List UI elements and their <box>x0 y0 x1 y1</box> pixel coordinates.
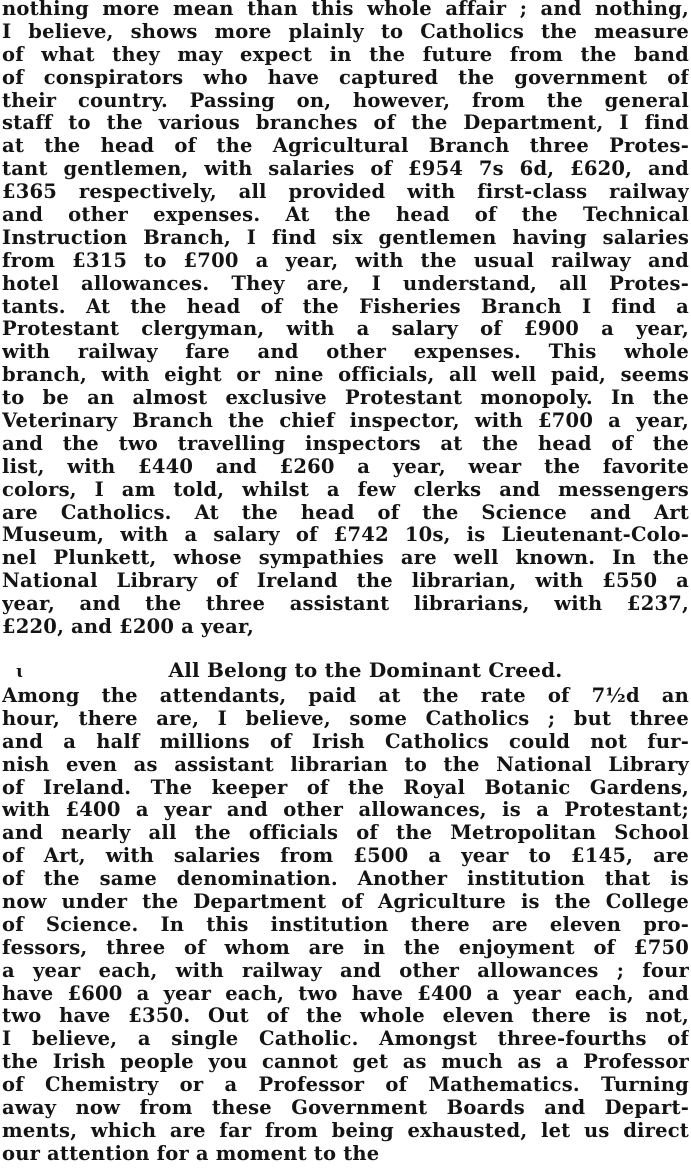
text-line: Protestant clergyman, with a salary of £900 a year, <box>2 318 689 341</box>
text-line: fessors, three of whom are in the enjoyment of £750 <box>2 936 689 959</box>
text-line: and other expenses. At the head of the Technical <box>2 204 689 227</box>
text-line: National Library of Ireland the librarian, with £550 a <box>2 570 689 593</box>
text-line: of conspirators who have captured the government of <box>2 66 689 89</box>
paragraph-2-block <box>2 658 689 1166</box>
text-line: of Ireland. The keeper of the Royal Botanic Gardens, <box>2 776 689 799</box>
text-line: Veterinary Branch the chief inspector, with £700 a year, <box>2 410 689 433</box>
text-line: Among the attendants, paid at the rate of 7½d an <box>2 685 689 707</box>
text-line: of what they may expect in the future from the band <box>2 43 689 66</box>
text-line: the Irish people you cannot get as much as a Professor <box>2 1051 689 1074</box>
subheading-block <box>2 655 689 685</box>
text-line: Museum, with a salary of £742 10s, is Lieutenant-Colo- <box>2 524 689 547</box>
text-line: of Science. In this institution there are eleven pro- <box>2 913 689 936</box>
text-line: tants. At the head of the Fisheries Branch I find a <box>2 295 689 318</box>
text-line: from £315 to £700 a year, with the usual railway and <box>2 249 689 272</box>
text-line: our attention for a moment to the <box>2 1142 380 1165</box>
text-line: now under the Department of Agriculture is the College <box>2 891 689 914</box>
text-line: a year each, with railway and other allowances ; four <box>2 959 689 982</box>
text-line: year, and the three assistant librarians, with £237, <box>2 593 689 616</box>
text-line: nish even as assistant librarian to the National Library <box>2 753 689 776</box>
text-line: of Chemistry or a Professor of Mathematics. Turning <box>2 1074 689 1097</box>
text-line: at the head of the Agricultural Branch three Protes- <box>2 135 689 158</box>
text-line: Instruction Branch, I find six gentlemen having salaries <box>2 226 689 249</box>
subheading: All Belong to the Dominant Creed. <box>168 658 563 682</box>
text-line: have £600 a year each, two have £400 a year each, and <box>2 982 689 1005</box>
text-line: away now from these Government Boards and Depart- <box>2 1097 689 1120</box>
text-line: their country. Passing on, however, from the general <box>2 89 689 112</box>
text-line: £365 respectively, all provided with first-class railway <box>2 181 689 204</box>
text-line: are Catholics. At the head of the Science and Art <box>2 501 689 524</box>
text-line: hotel allowances. They are, I understand, all Protes- <box>2 272 689 295</box>
text-line: and nearly all the officials of the Metropolitan School <box>2 822 689 845</box>
paragraph-1 <box>2 0 689 639</box>
text-line: list, with £440 and £260 a year, wear the favorite <box>2 455 689 478</box>
text-line: of the same denomination. Another institution that is <box>2 868 689 891</box>
text-line: two have £350. Out of the whole eleven there is not, <box>2 1005 689 1028</box>
text-line: nel Plunkett, whose sympathies are well known. In the <box>2 547 689 570</box>
text-line: ments, which are far from being exhausted, let us direct <box>2 1119 689 1142</box>
text-line: and the two travelling inspectors at the head of the <box>2 432 689 455</box>
paragraph-2 <box>2 685 689 1166</box>
text-line: branch, with eight or nine officials, all well paid, seems <box>2 364 689 387</box>
text-line: with railway fare and other expenses. This whole <box>2 341 689 364</box>
text-line: nothing more mean than this whole affair ; and nothing, <box>2 0 689 20</box>
text-line: to be an almost exclusive Protestant monopoly. In the <box>2 387 689 410</box>
text-line: staff to the various branches of the Department, I find <box>2 112 689 135</box>
text-line: I believe, shows more plainly to Catholics the measure <box>2 20 689 43</box>
text-line: I believe, a single Catholic. Amongst three-fourths of <box>2 1028 689 1051</box>
heading-mark: ɩ <box>16 662 23 682</box>
text-line: colors, I am told, whilst a few clerks and messengers <box>2 478 689 501</box>
text-line: tant gentlemen, with salaries of £954 7s 6d, £620, and <box>2 158 689 181</box>
text-line: hour, there are, I believe, some Catholics ; but three <box>2 707 689 730</box>
text-line: £220, and £200 a year, <box>2 616 254 639</box>
text-line: of Art, with salaries from £500 a year to £145, are <box>2 845 689 868</box>
text-line: with £400 a year and other allowances, is a Protestant; <box>2 799 689 822</box>
text-line: and a half millions of Irish Catholics could not fur- <box>2 730 689 753</box>
